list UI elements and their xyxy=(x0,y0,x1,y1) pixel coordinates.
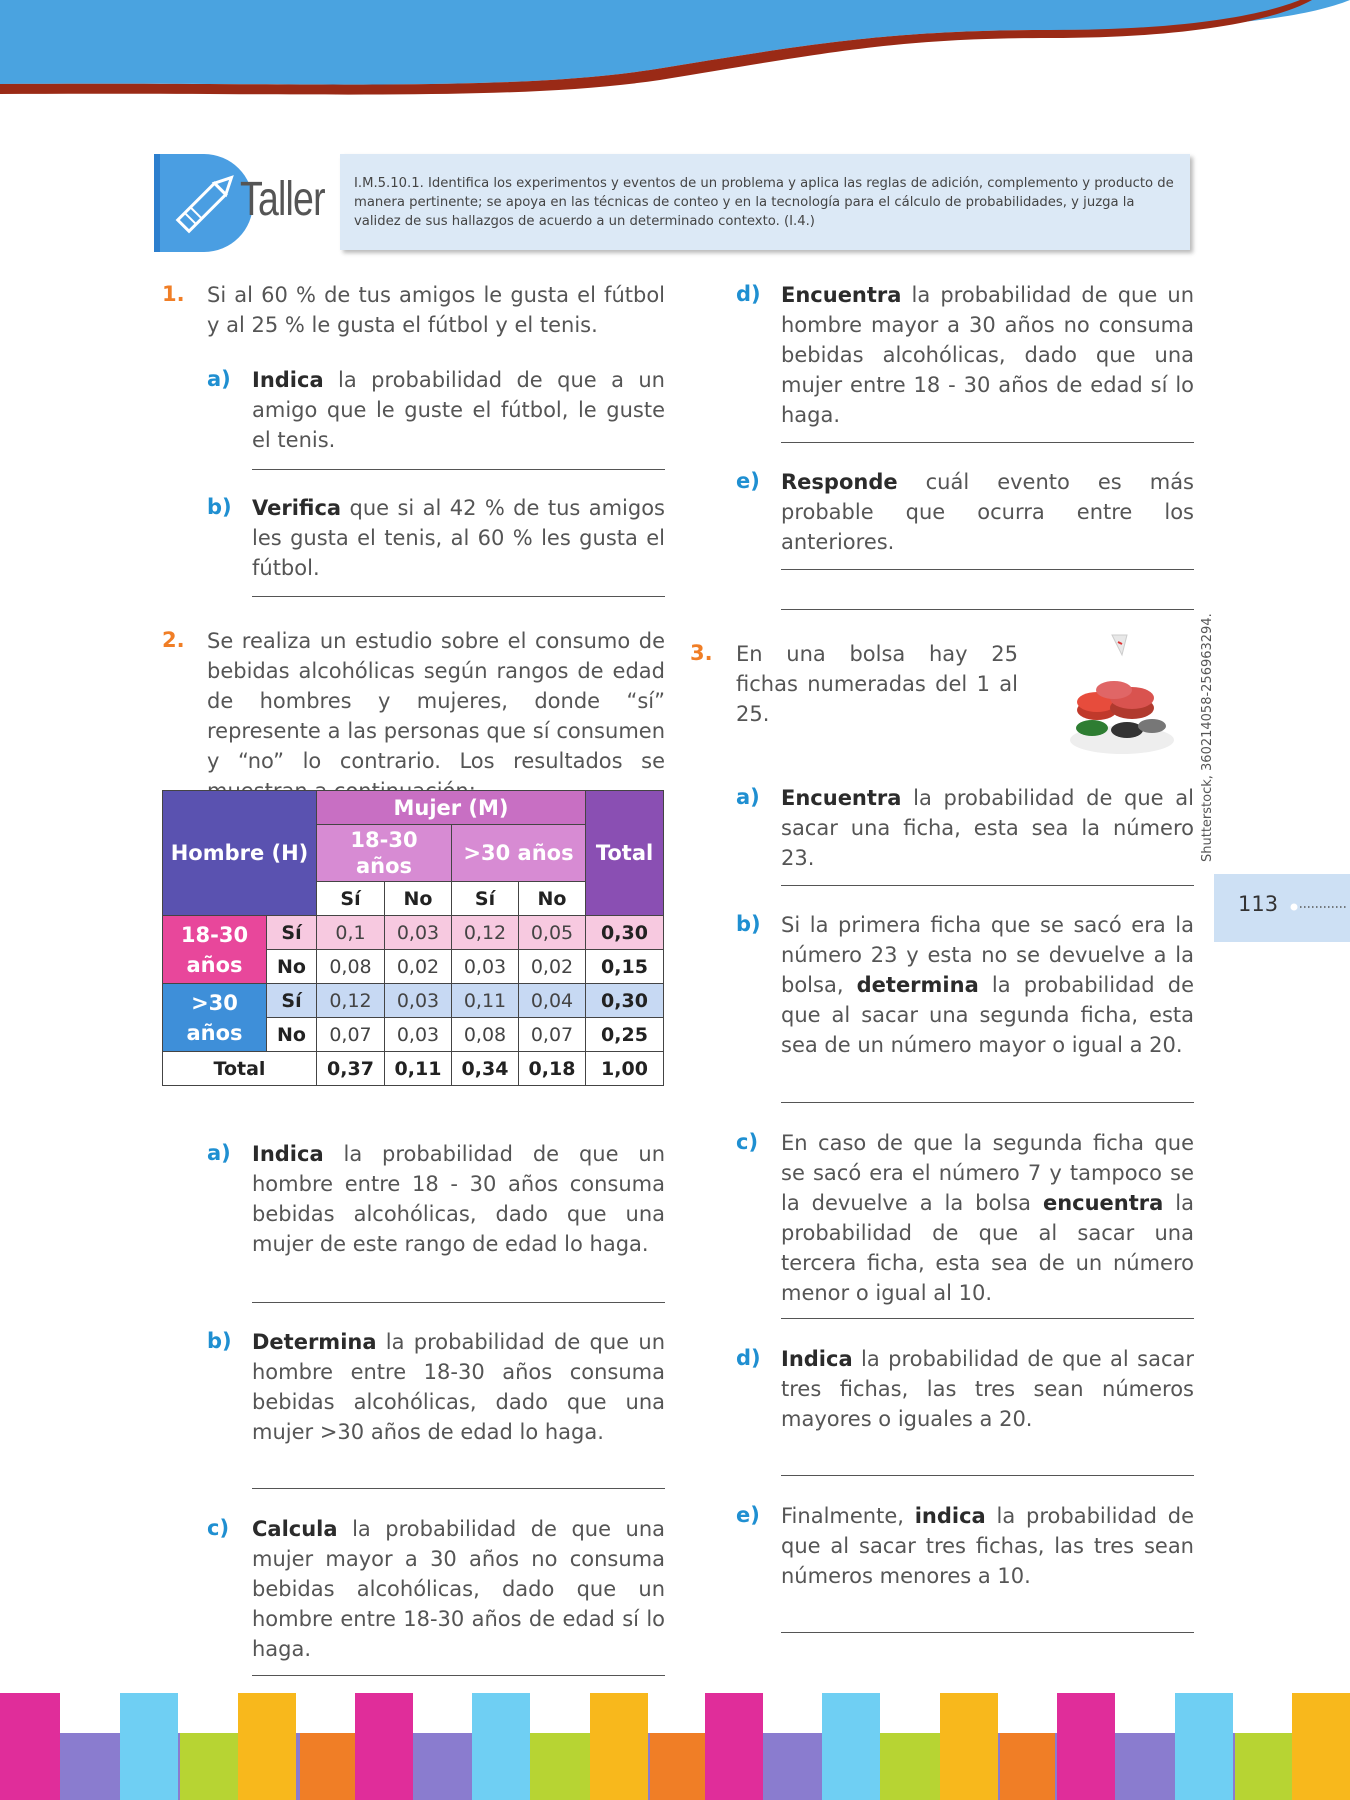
q2-d-answer-line[interactable] xyxy=(781,442,1194,443)
table-cell: 0,11 xyxy=(452,984,519,1018)
table-cell: 0,05 xyxy=(519,916,586,950)
q3-d-answer-line[interactable] xyxy=(781,1475,1194,1476)
question-1-text: Si al 60 % de tus amigos le gusta el fútbol y al 25 % le gusta el fútbol y el tenis. xyxy=(207,283,665,337)
q2-c-answer-line[interactable] xyxy=(252,1675,665,1676)
question-2-number: 2. xyxy=(162,628,185,652)
table-cell: 0,02 xyxy=(519,950,586,984)
totals-cell: 1,00 xyxy=(586,1052,664,1086)
question-2-text: Se realiza un estudio sobre el consumo de bebidas alcohólicas según rangos de edad de hombres y mujeres, donde “sí” represente a las personas que sí consumen y “no” lo contrario. Los resultados se xyxy=(207,629,665,773)
header-mujer-age1: 18-30 años xyxy=(317,825,452,882)
q1-a-letter: a) xyxy=(207,367,231,391)
header-total: Total xyxy=(586,791,664,916)
q3-c-letter: c) xyxy=(736,1130,759,1154)
consumption-table xyxy=(162,790,664,1086)
q3-a-letter: a) xyxy=(736,785,760,809)
row-si-1: Sí xyxy=(267,916,317,950)
header-wave-banner xyxy=(0,0,1350,110)
q1-b-answer-line[interactable] xyxy=(252,596,665,597)
row-si-2: Sí xyxy=(267,984,317,1018)
q2-b-answer-line[interactable] xyxy=(252,1488,665,1489)
q3-c-answer-line[interactable] xyxy=(781,1318,1194,1319)
totals-cell: 0,34 xyxy=(452,1052,519,1086)
totals-cell: 0,18 xyxy=(519,1052,586,1086)
q3-e-answer-line[interactable] xyxy=(781,1632,1194,1633)
q3-e-text: Finalmente, indica la probabilidad de que al sacar tres fichas, las tres sean números menores a 10. xyxy=(781,1504,1194,1588)
header-no-1: No xyxy=(385,882,452,916)
q2-a-letter: a) xyxy=(207,1141,231,1165)
table-cell: 0,08 xyxy=(317,950,385,984)
table-cell: 0,12 xyxy=(317,984,385,1018)
totals-cell: 0,37 xyxy=(317,1052,385,1086)
header-mujer-age2: >30 años xyxy=(452,825,586,882)
page-number: 113 xyxy=(1238,892,1279,916)
header-si-2: Sí xyxy=(452,882,519,916)
table-cell: 0,03 xyxy=(385,984,452,1018)
row-hombre-age1: 18-30 años xyxy=(163,916,267,984)
q3-c-text: En caso de que la segunda ficha que se sacó era el número 7 y tampoco se la devuelve a la bolsa encuentra la probabilidad de que al sacar una tercera ficha, esta sea de un número menor o igual al 10. xyxy=(781,1131,1194,1305)
image-credit: Shutterstock, 360214058-256963294. xyxy=(1200,613,1215,862)
table-cell: 0,08 xyxy=(452,1018,519,1052)
q2-a-text: Indica la probabilidad de que un hombre entre 18 - 30 años consuma bebidas alcohólicas, dado que una mujer de este rango de edad lo haga. xyxy=(252,1142,665,1256)
q3-a-answer-line[interactable] xyxy=(781,885,1194,886)
q3-b-letter: b) xyxy=(736,912,761,936)
q2-e-answer-line-2[interactable] xyxy=(781,609,1194,610)
question-1-number: 1. xyxy=(162,282,185,306)
q2-b-text: Determina la probabilidad de que un hombre entre 18-30 años consuma bebidas alcohólicas, dado que una mujer >30 años de edad lo haga. xyxy=(252,1330,665,1444)
taller-description: I.M.5.10.1. Identifica los experimentos y eventos de un problema y aplica las reglas de adición, complemento y producto de manera pertinente; se apoya en las técnicas de conteo y en la tecnología para el cálculo de probabilidades, y juzga la validez de sus hallazgos de acuerdo a un determinado contexto. (I.4.) xyxy=(340,154,1190,250)
q2-d-text: Encuentra la probabilidad de que un hombre mayor a 30 años no consuma bebidas alcohólicas, dado que una mujer entre 18 - 30 años de edad sí lo haga. xyxy=(781,283,1194,427)
table-cell: 0,03 xyxy=(385,1018,452,1052)
q1-b-letter: b) xyxy=(207,495,232,519)
q3-b-text: Si la primera ficha que se sacó era la número 23 y esta no se devuelve a la bolsa, determina la probabilidad de que al sacar una segunda ficha, esta sea de un número mayor o igual a 20. xyxy=(781,913,1194,1057)
question-3-text: En una bolsa hay 25 fichas numeradas del 1 al 25. xyxy=(736,642,1018,726)
header-mujer: Mujer (M) xyxy=(317,791,586,825)
question-3-number: 3. xyxy=(690,641,713,665)
footer-color-bars xyxy=(0,1693,1350,1800)
q2-c-letter: c) xyxy=(207,1516,230,1540)
header-si-1: Sí xyxy=(317,882,385,916)
q3-d-letter: d) xyxy=(736,1346,761,1370)
row-no-1: No xyxy=(267,950,317,984)
q3-b-answer-line[interactable] xyxy=(781,1102,1194,1103)
table-cell: 0,03 xyxy=(385,916,452,950)
q1-a-answer-line[interactable] xyxy=(252,469,665,470)
q1-a-text: Indica la probabilidad de que a un amigo que le guste el fútbol, le guste el tenis. xyxy=(252,368,665,452)
q3-d-text: Indica la probabilidad de que al sacar tres fichas, las tres sean números mayores o iguales a 20. xyxy=(781,1347,1194,1431)
q2-d-letter: d) xyxy=(736,282,761,306)
row-hombre-age2: >30 años xyxy=(163,984,267,1052)
row-total-cell: 0,30 xyxy=(586,984,664,1018)
row-no-2: No xyxy=(267,1018,317,1052)
page-number-dots xyxy=(1290,903,1346,911)
totals-label: Total xyxy=(163,1052,317,1086)
row-total-cell: 0,30 xyxy=(586,916,664,950)
row-total-cell: 0,15 xyxy=(586,950,664,984)
table-cell: 0,07 xyxy=(317,1018,385,1052)
q1-b-text: Verifica que si al 42 % de tus amigos les gusta el tenis, al 60 % les gusta el fútbol. xyxy=(252,496,665,580)
taller-title: Taller xyxy=(240,173,325,226)
q2-e-letter: e) xyxy=(736,469,760,493)
q2-e-answer-line-1[interactable] xyxy=(781,569,1194,570)
table-cell: 0,03 xyxy=(452,950,519,984)
row-total-cell: 0,25 xyxy=(586,1018,664,1052)
q3-e-letter: e) xyxy=(736,1503,760,1527)
q3-a-text: Encuentra la probabilidad de que al sacar una ficha, esta sea la número 23. xyxy=(781,786,1194,870)
q2-a-answer-line[interactable] xyxy=(252,1302,665,1303)
table-cell: 0,12 xyxy=(452,916,519,950)
table-cell: 0,02 xyxy=(385,950,452,984)
poker-chips-image xyxy=(1052,630,1182,760)
table-cell: 0,04 xyxy=(519,984,586,1018)
header-hombre: Hombre (H) xyxy=(163,791,317,916)
table-cell: 0,07 xyxy=(519,1018,586,1052)
q2-e-text: Responde cuál evento es más probable que ocurra entre los anteriores. xyxy=(781,470,1194,554)
pencil-badge-icon xyxy=(154,154,254,252)
totals-cell: 0,11 xyxy=(385,1052,452,1086)
q2-c-text: Calcula la probabilidad de que una mujer mayor a 30 años no consuma bebidas alcohólicas, dado que un hombre entre 18-30 años de edad sí lo haga. xyxy=(252,1517,665,1661)
header-no-2: No xyxy=(519,882,586,916)
table-cell: 0,1 xyxy=(317,916,385,950)
q2-b-letter: b) xyxy=(207,1329,232,1353)
